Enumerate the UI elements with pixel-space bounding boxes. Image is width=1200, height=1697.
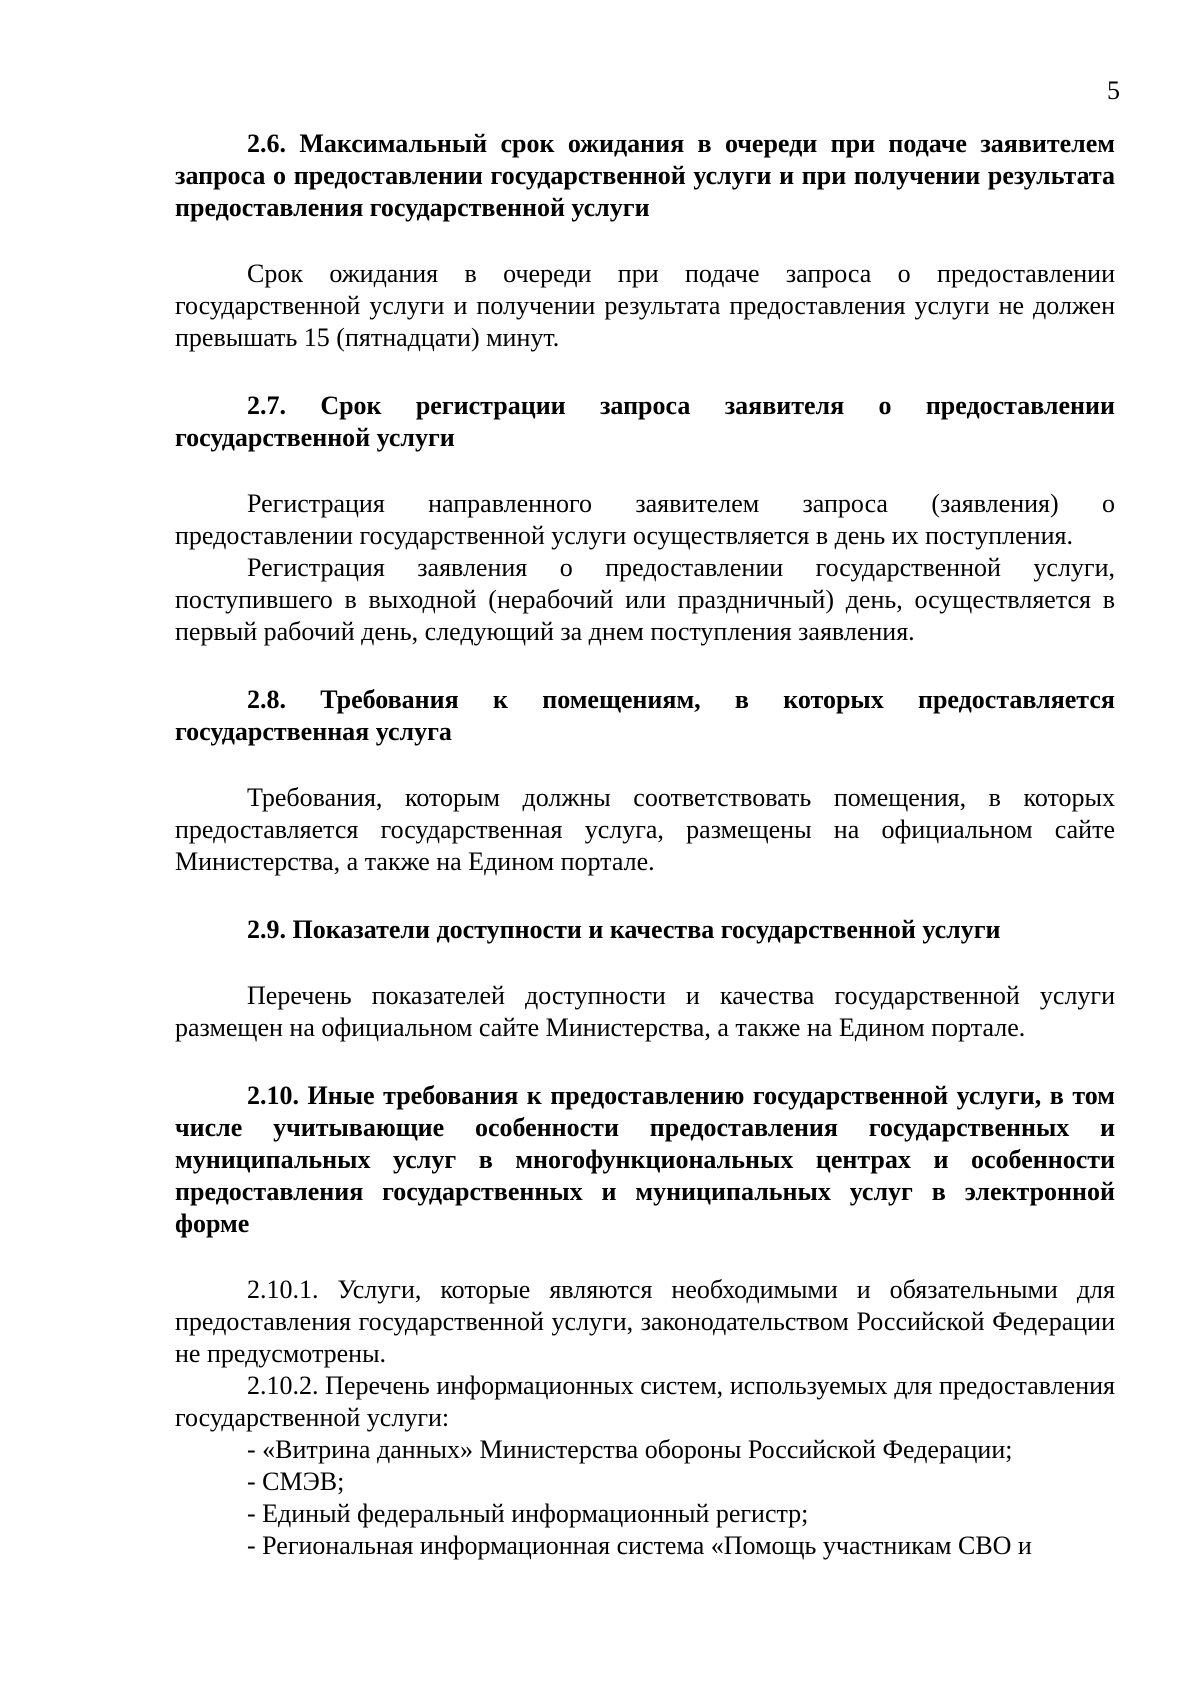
list-item: - Региональная информационная система «Помощь участникам СВО и	[247, 1531, 1032, 1560]
paragraph: Перечень показателей доступности и качества государственной услуги размещен на официальном сайте Министерства, а также на Едином портале.	[175, 981, 1115, 1042]
section-heading: 2.7. Срок регистрации запроса заявителя о предоставлении государственной услуги	[175, 391, 1115, 452]
paragraph: 2.10.2. Перечень информационных систем, используемых для предоставления государственной услуги:	[175, 1371, 1115, 1432]
paragraph: Срок ожидания в очереди при подаче запроса о предоставлении государственной услуги и получении результата предоставления услуги не должен превышать 15 (пятнадцати) минут.	[175, 259, 1115, 352]
section-2-7	[175, 390, 1115, 648]
document-body	[175, 128, 1115, 1562]
paragraph: 2.10.1. Услуги, которые являются необходимыми и обязательными для предоставления государственной услуги, законодательством Российской Федерации не предусмотрены.	[175, 1275, 1115, 1368]
section-heading: 2.10. Иные требования к предоставлению государственной услуги, в том числе учитывающие особенности предоставления государственных и муниципальных услуг в многофункциональных центрах и особенности предоставления государственных и муниципальных услуг в электронной форме	[175, 1081, 1115, 1238]
section-2-9	[175, 914, 1115, 1044]
paragraph: Регистрация направленного заявителем запроса (заявления) о предоставлении государственной услуги осуществляется в день их поступления.	[175, 489, 1115, 550]
section-heading: 2.9. Показатели доступности и качества государственной услуги	[247, 915, 1001, 944]
section-heading: 2.8. Требования к помещениям, в которых предоставляется государственная услуга	[175, 685, 1115, 746]
list-item: - «Витрина данных» Министерства обороны Российской Федерации;	[247, 1435, 1013, 1464]
section-heading: 2.6. Максимальный срок ожидания в очереди при подаче заявителем запроса о предоставлении государственной услуги и при получении результата предоставления государственной услуги	[175, 129, 1115, 222]
section-2-8	[175, 684, 1115, 878]
paragraph: Требования, которым должны соответствовать помещения, в которых предоставляется государственная услуга, размещены на официальном сайте Министерства, а также на Едином портале.	[175, 783, 1115, 876]
section-2-6	[175, 128, 1115, 354]
paragraph: Регистрация заявления о предоставлении государственной услуги, поступившего в выходной (нерабочий или праздничный) день, осуществляется в первый рабочий день, следующий за днем поступления заявления.	[175, 553, 1115, 646]
page-number: 5	[1107, 76, 1120, 105]
section-2-10	[175, 1080, 1115, 1562]
list-item: - СМЭВ;	[247, 1467, 345, 1496]
list-item: - Единый федеральный информационный регистр;	[247, 1499, 809, 1528]
